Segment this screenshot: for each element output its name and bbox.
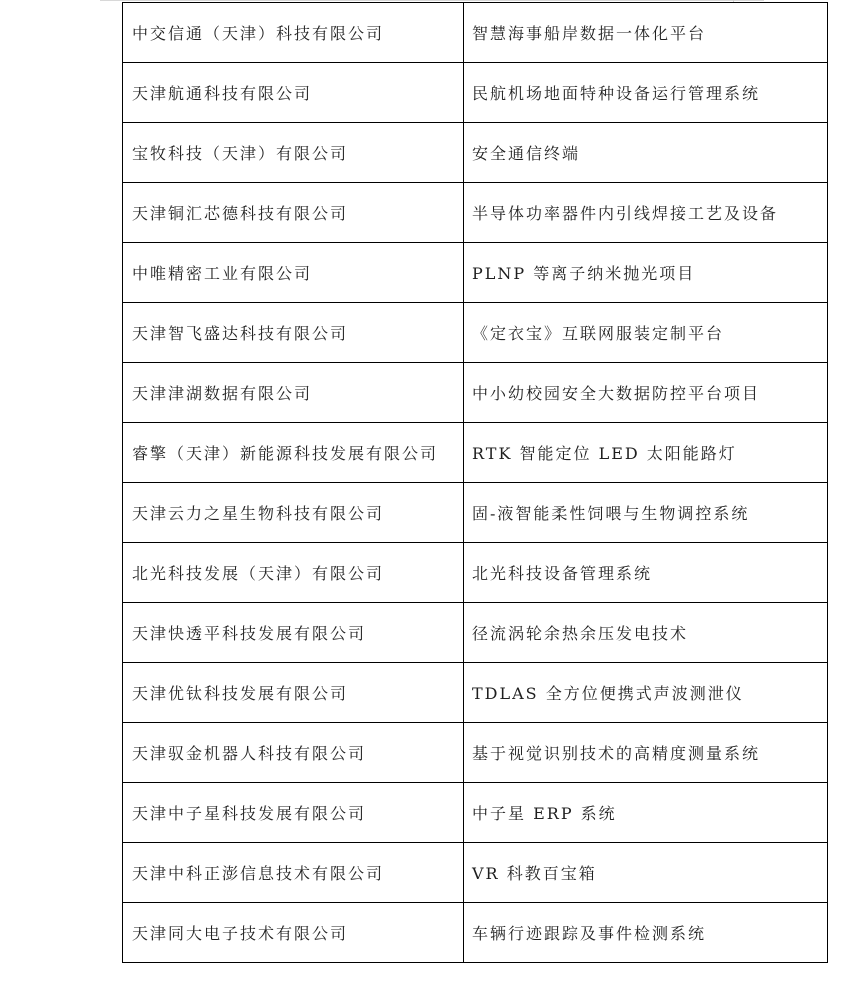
table-row [123,843,828,903]
company-name-cell: 宝牧科技（天津）有限公司 [123,123,464,183]
project-name-cell: VR 科教百宝箱 [464,843,828,903]
table-row [123,783,828,843]
company-name-cell: 北光科技发展（天津）有限公司 [123,543,464,603]
project-name-cell: 中小幼校园安全大数据防控平台项目 [464,363,828,423]
project-name-cell: 基于视觉识别技术的高精度测量系统 [464,723,828,783]
project-name-cell: PLNP 等离子纳米抛光项目 [464,243,828,303]
project-name-cell: RTK 智能定位 LED 太阳能路灯 [464,423,828,483]
project-name-cell: 民航机场地面特种设备运行管理系统 [464,63,828,123]
project-name-cell: 固-液智能柔性饲喂与生物调控系统 [464,483,828,543]
project-name-cell: 径流涡轮余热余压发电技术 [464,603,828,663]
company-name-cell: 中唯精密工业有限公司 [123,243,464,303]
company-name-cell: 天津快透平科技发展有限公司 [123,603,464,663]
table-row [123,303,828,363]
project-name-cell: 《定衣宝》互联网服装定制平台 [464,303,828,363]
table-row [123,3,828,63]
company-name-cell: 天津驭金机器人科技有限公司 [123,723,464,783]
project-name-cell: 安全通信终端 [464,123,828,183]
company-name-cell: 天津智飞盛达科技有限公司 [123,303,464,363]
company-project-table [122,2,828,963]
project-name-cell: 中子星 ERP 系统 [464,783,828,843]
table-row [123,183,828,243]
table-row [123,123,828,183]
project-name-cell: 智慧海事船岸数据一体化平台 [464,3,828,63]
project-name-cell: TDLAS 全方位便携式声波测泄仪 [464,663,828,723]
company-name-cell: 天津津湖数据有限公司 [123,363,464,423]
table-row [123,423,828,483]
company-name-cell: 天津云力之星生物科技有限公司 [123,483,464,543]
project-name-cell: 半导体功率器件内引线焊接工艺及设备 [464,183,828,243]
table-row [123,63,828,123]
project-name-cell: 北光科技设备管理系统 [464,543,828,603]
table-row [123,543,828,603]
company-name-cell: 天津同大电子技术有限公司 [123,903,464,963]
table-row [123,723,828,783]
project-name-cell: 车辆行迹跟踪及事件检测系统 [464,903,828,963]
table-row [123,483,828,543]
table-row [123,663,828,723]
company-name-cell: 中交信通（天津）科技有限公司 [123,3,464,63]
table-row [123,603,828,663]
table-row [123,903,828,963]
company-name-cell: 睿擎（天津）新能源科技发展有限公司 [123,423,464,483]
company-name-cell: 天津铜汇芯德科技有限公司 [123,183,464,243]
company-name-cell: 天津中子星科技发展有限公司 [123,783,464,843]
table-row [123,243,828,303]
company-name-cell: 天津优钛科技发展有限公司 [123,663,464,723]
company-name-cell: 天津中科正澎信息技术有限公司 [123,843,464,903]
company-name-cell: 天津航通科技有限公司 [123,63,464,123]
table-row [123,363,828,423]
